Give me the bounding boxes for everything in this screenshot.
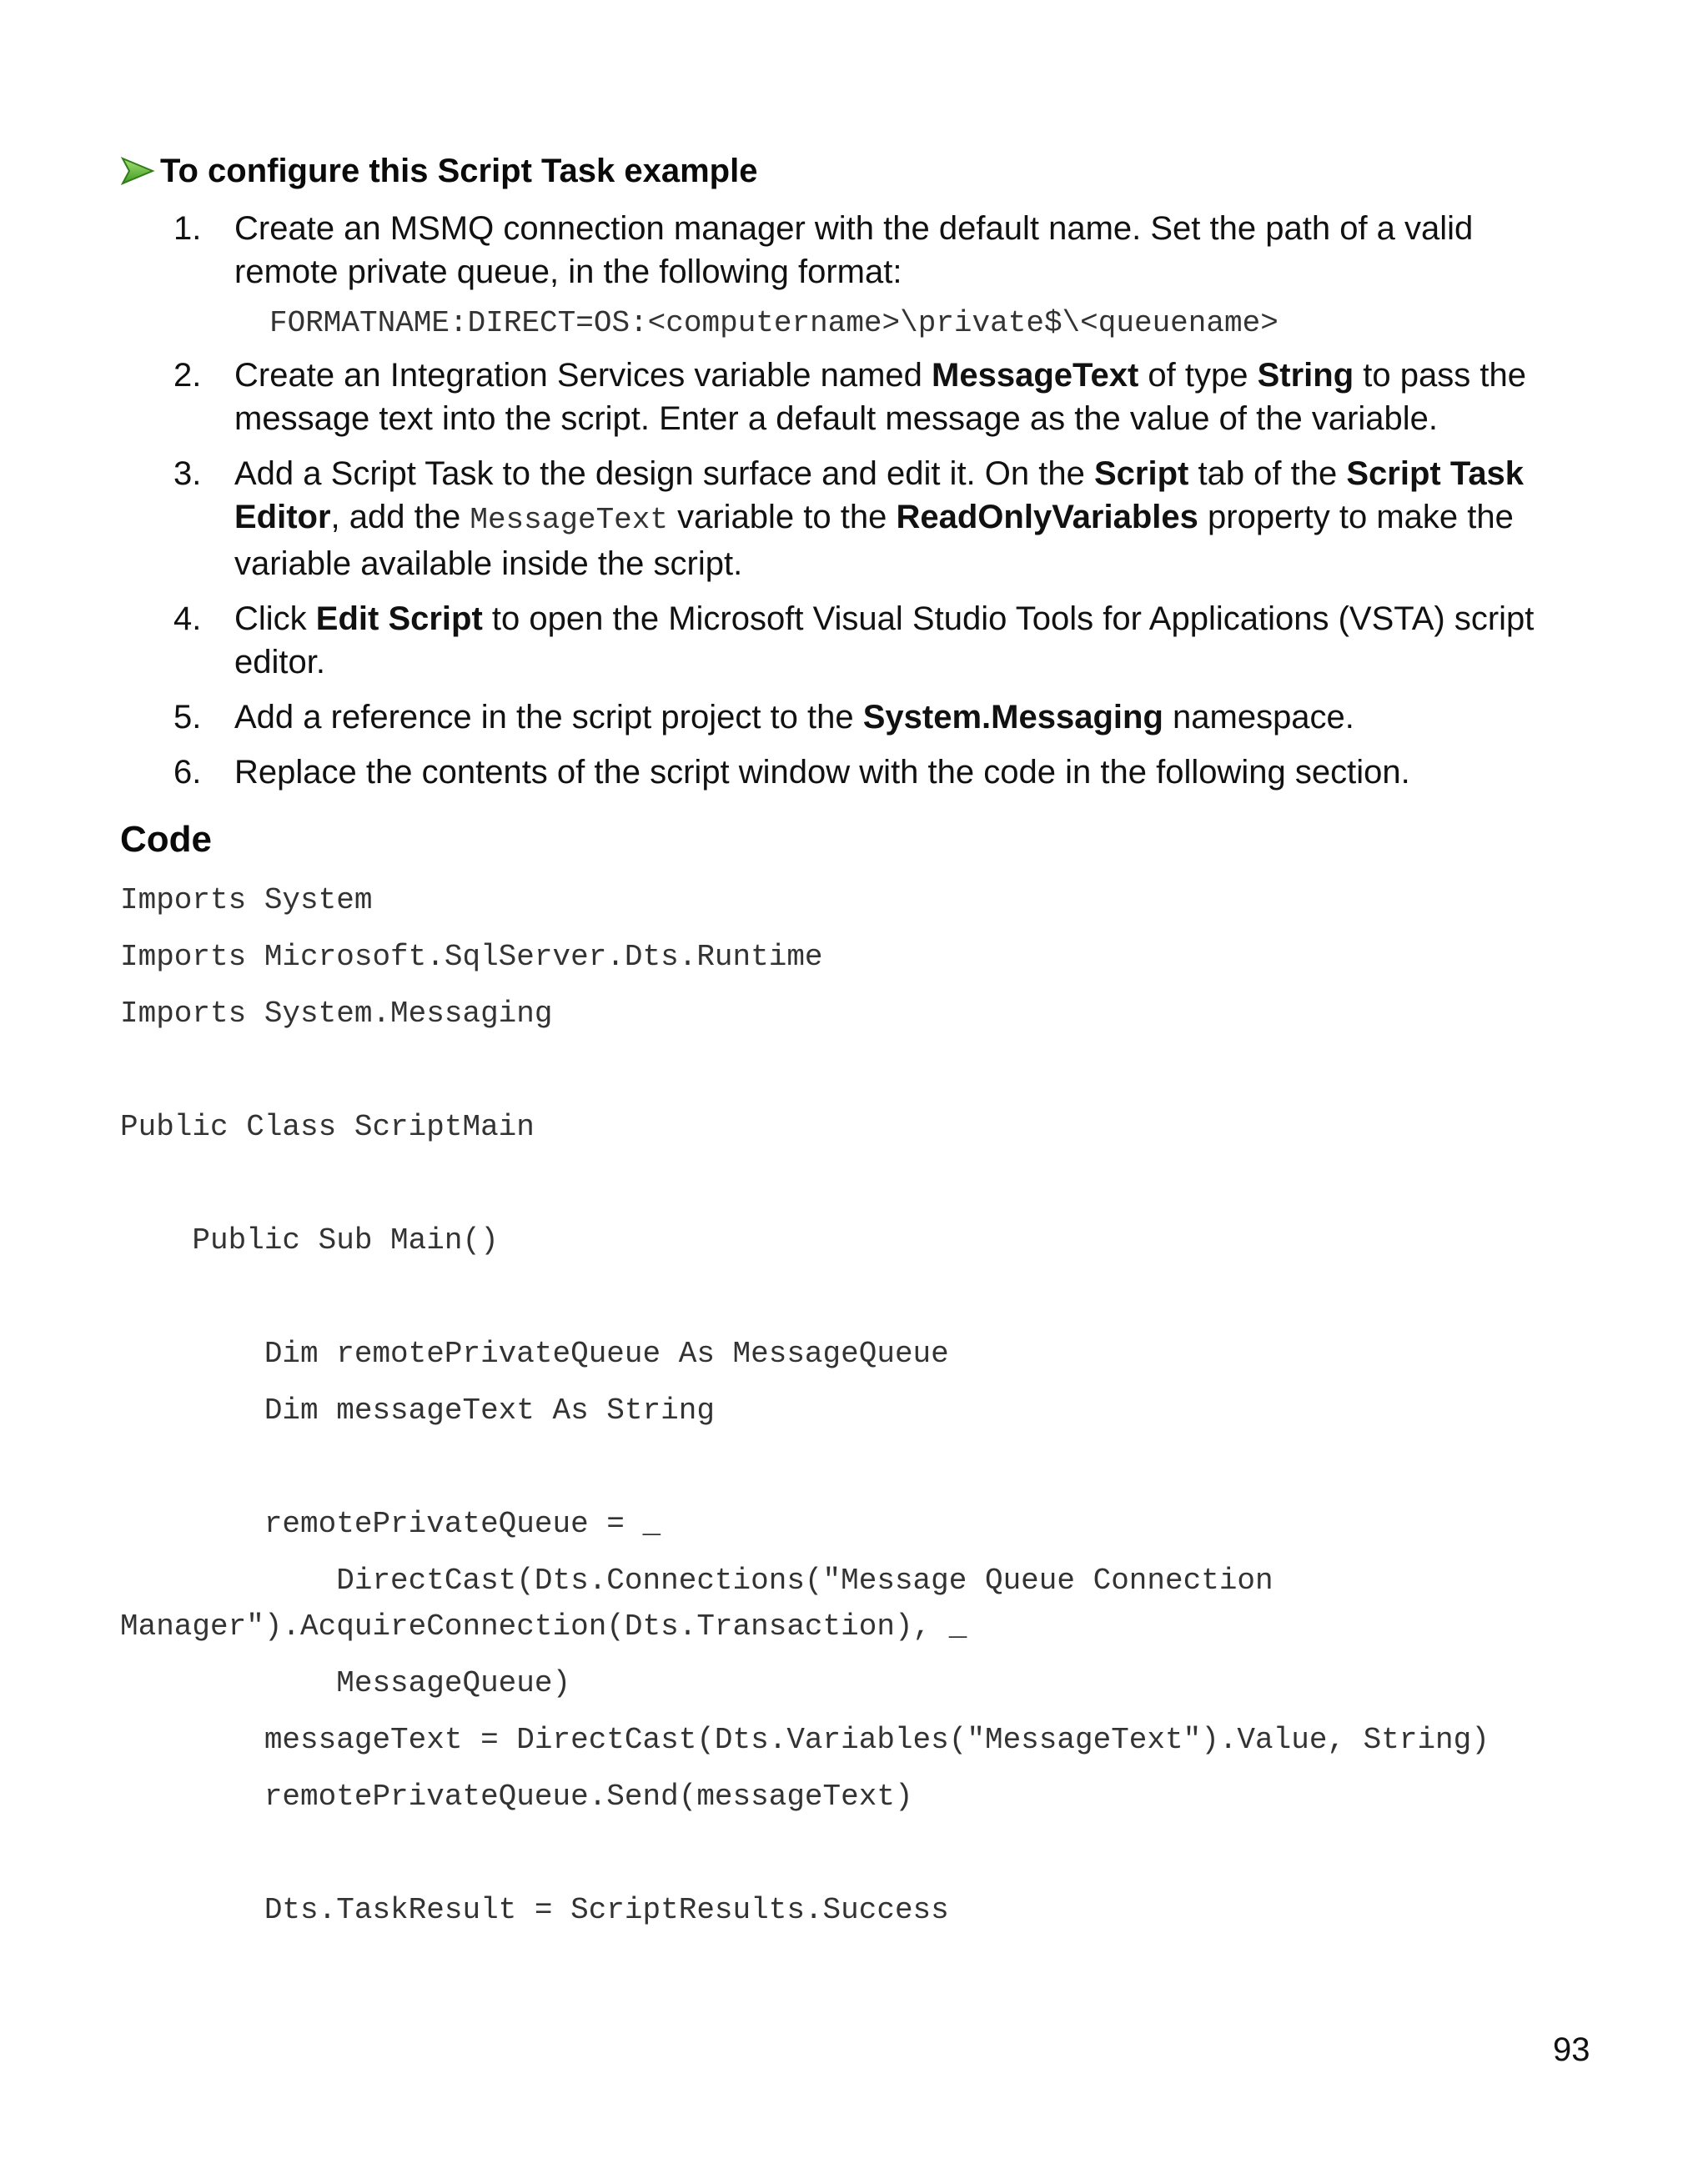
code-line: Public Sub Main() [120,1223,499,1258]
procedure-heading-text: To configure this Script Task example [160,152,758,189]
step-text [234,455,1524,582]
green-arrow-icon [120,156,155,186]
step-bold-term: ReadOnlyVariables [896,499,1198,535]
procedure-step [0,354,1708,440]
step-text-run: Replace the contents of the script window with the code in the following section. [234,754,1410,791]
step-text-run: of type [1138,357,1258,394]
code-line: remotePrivateQueue.Send(messageText) [120,1780,913,1814]
code-line: Public Class ScriptMain [120,1110,535,1144]
code-line: DirectCast(Dts.Connections("Message Queue Connection [120,1564,1273,1598]
procedure-step [0,452,1708,585]
step-text [234,699,1354,736]
code-line: MessageQueue) [120,1666,571,1700]
procedure-steps-list [0,207,1708,806]
page-number: 93 [1553,2031,1590,2068]
code-line: messageText = DirectCast(Dts.Variables("MessageText").Value, String) [120,1723,1489,1757]
step-number: 1. [173,210,202,247]
procedure-heading [120,150,757,192]
code-line: Dim messageText As String [120,1393,715,1428]
step-number: 6. [173,754,202,791]
code-line: Manager").AcquireConnection(Dts.Transaction), _ [120,1609,967,1644]
step-number: 5. [173,699,202,736]
step-text-run: Click [234,600,316,637]
step-text-run: namespace. [1163,699,1354,736]
step-number: 3. [173,455,202,492]
step-text-run: Add a Script Task to the design surface and edit it. On the [234,455,1094,492]
code-section-heading: Code [120,819,212,860]
step-text-run: Create an MSMQ connection manager with the default name. Set the path of a valid remote private queue, in the following format: [234,210,1474,290]
step-number: 2. [173,357,202,394]
code-line: Dim remotePrivateQueue As MessageQueue [120,1337,949,1371]
step-bold-term: String [1257,357,1354,394]
step-text [234,210,1473,290]
step-text [234,754,1410,791]
step-text-run: to pass the message text into the script. Enter a default message as the value of the variable. [234,357,1526,437]
step-text-run: Create an Integration Services variable named [234,357,932,394]
code-line: Imports System [120,883,373,917]
step-text-run: Add a reference in the script project to the [234,699,863,736]
code-line: Dts.TaskResult = ScriptResults.Success [120,1893,949,1927]
step-inline-code: MessageText [470,503,668,537]
step-bold-term: Edit Script [315,600,483,637]
code-line: remotePrivateQueue = _ [120,1507,661,1541]
procedure-step [0,207,1708,342]
queue-path-format: FORMATNAME:DIRECT=OS:<computername>\private$\<queuename> [269,306,1278,340]
step-text [234,357,1526,437]
code-line: Imports System.Messaging [120,997,553,1031]
step-text [234,600,1534,680]
step-text-run: to open the Microsoft Visual Studio Tools for Applications (VSTA) script editor. [234,600,1535,680]
step-bold-term: MessageText [932,357,1139,394]
step-bold-term: Script [1093,455,1189,492]
step-text-run: , add the [330,499,470,535]
step-text-run: property to make the variable available inside the script. [234,499,1514,582]
code-line: Imports Microsoft.SqlServer.Dts.Runtime [120,940,823,974]
step-number: 4. [173,600,202,637]
procedure-step [0,597,1708,684]
step-bold-term: System.Messaging [862,699,1163,736]
step-text-run: variable to the [667,499,897,535]
procedure-step [0,695,1708,739]
procedure-step [0,751,1708,794]
step-bold-term: Script Task Editor [234,455,1525,535]
step-text-run: tab of the [1188,455,1347,492]
